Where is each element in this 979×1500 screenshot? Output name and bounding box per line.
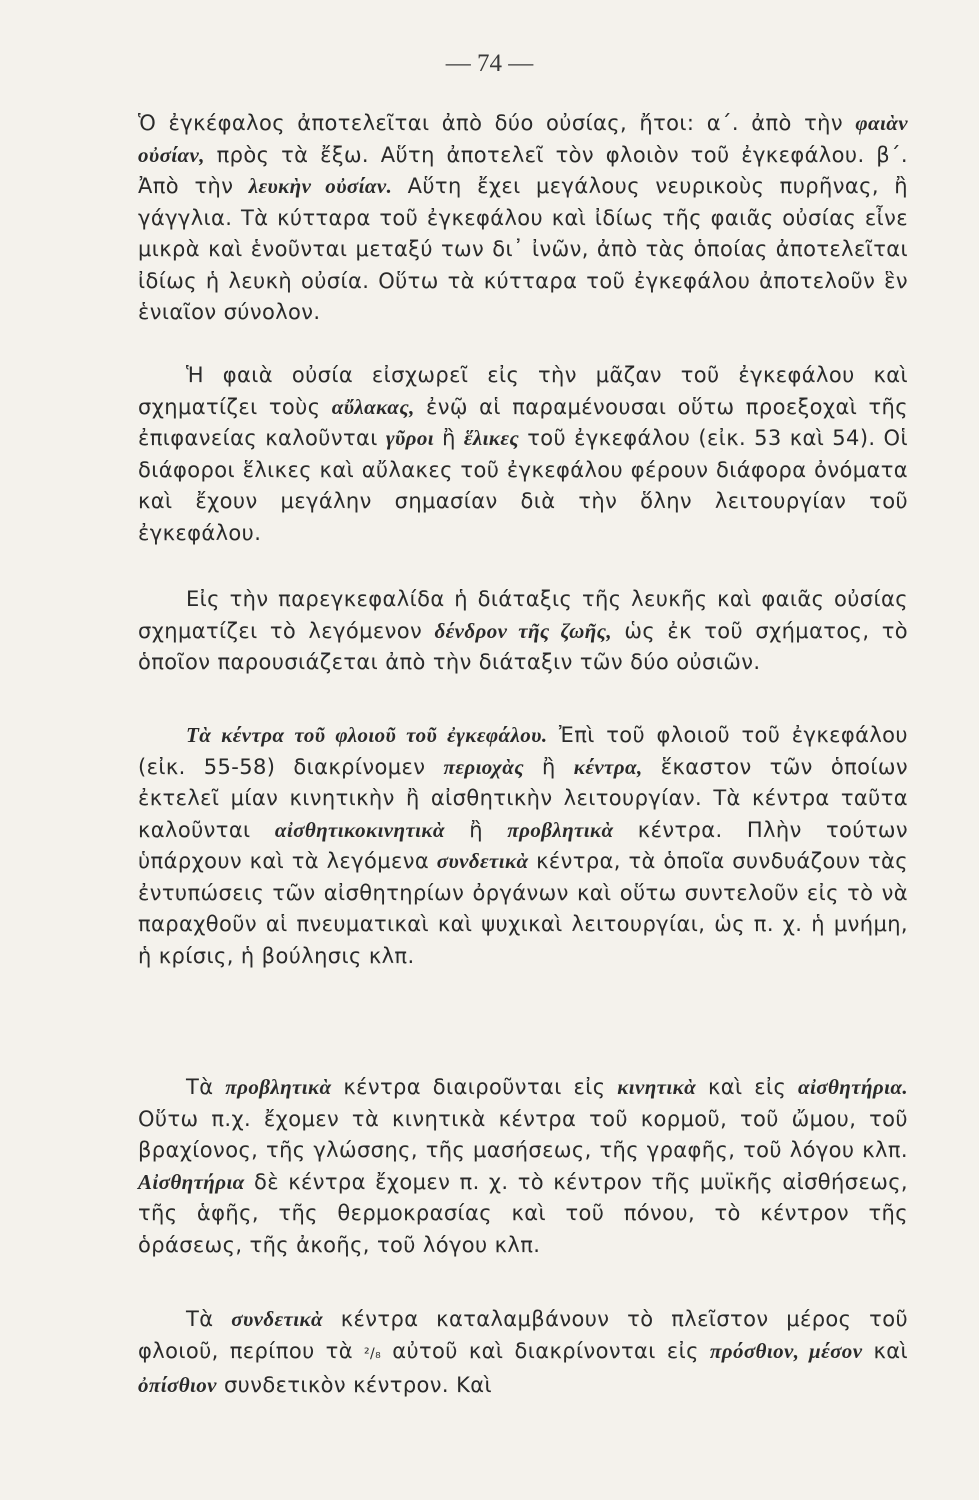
text-run: κέντρα καταλαμβάνουν τὸ πλεῖστον μέρος τοῦ φλοιοῦ, περίπου τὰ: [138, 1307, 908, 1363]
term-phaia-ousia: φαιὰν οὐσίαν,: [138, 111, 908, 167]
term-elikes: ἕλικες: [463, 426, 520, 450]
term-provlitika: προβλητικὰ: [225, 1075, 332, 1099]
text-run: δὲ κέντρα ἔχομεν π. χ. τὸ κέντρον τῆς μυϊκῆς αἰσθήσεως, τῆς ἁφῆς, τῆς θερμοκρασίας καὶ τοῦ πόνου, τὸ κέντρον τῆς ὁράσεως, τῆς ἀκοῆς, τοῦ λόγου κλπ.: [138, 1169, 908, 1257]
text-run: καὶ: [862, 1338, 908, 1363]
paragraph-6: [138, 1304, 908, 1402]
term-prosthion-meson: πρόσθιον, μέσον: [709, 1338, 863, 1363]
paragraph-4: [138, 720, 908, 1072]
text-run: Αὕτη ἔχει μεγάλους νευρικοὺς πυρῆνας, ἢ γάγγλια. Τὰ κύτταρα τοῦ ἐγκεφάλου καὶ ἰδίως τῆς φαιᾶς οὐσίας εἶνε μικρὰ καὶ ἑνοῦνται μεταξύ των δι᾿ ἰνῶν, ἀπὸ τὰς ὁποίας ἀποτελεῖται ἰδίως ἡ λευκὴ οὐσία. Οὕτω τὰ κύτταρα τοῦ ἐγκεφάλου ἀποτελοῦν ἓν ἑνιαῖον σύνολον.: [138, 174, 908, 324]
section-heading: Τὰ κέντρα τοῦ φλοιοῦ τοῦ ἐγκεφάλου.: [186, 723, 548, 747]
text-run: πρὸς τὰ ἔξω. Αὕτη ἀποτελεῖ τὸν φλοιὸν τοῦ ἐγκεφάλου. β΄. Ἀπὸ τὴν: [138, 142, 908, 198]
text-run: αὐτοῦ καὶ διακρίνονται εἰς: [381, 1338, 710, 1363]
text-run: κέντρα. Πλὴν τούτων ὑπάρχουν καὶ τὰ λεγόμενα: [138, 817, 908, 873]
term-dendron-tis-zois: δένδρον τῆς ζωῆς,: [434, 618, 613, 643]
text-run: κέντρα διαιροῦνται εἰς: [331, 1075, 618, 1099]
text-run: Τὰ: [186, 1307, 232, 1331]
text-run: τοῦ ἐγκεφάλου (εἰκ. 53 καὶ 54). Οἱ διάφοροι ἕλικες καὶ αὔλακες τοῦ ἐγκεφάλου φέρουν διάφορα ὀνόματα καὶ ἔχουν μεγάλην σημασίαν διὰ τὴν ὅλην λειτουργίαν τοῦ ἐγκεφάλου.: [138, 426, 908, 545]
page-number: — 74 —: [445, 50, 534, 77]
fraction: ²/₈: [364, 1345, 382, 1362]
text-run: ἢ: [524, 754, 574, 779]
term-syndetika: συνδετικὰ: [231, 1307, 324, 1331]
term-opisthion: ὀπίσθιον: [138, 1373, 217, 1397]
term-aisthitiria: αἰσθητήρια.: [798, 1075, 908, 1099]
paragraph-3: [138, 584, 908, 720]
text-run: Ἐπὶ τοῦ φλοιοῦ τοῦ ἐγκεφάλου (εἰκ. 55-58) διακρίνομεν: [138, 723, 908, 779]
term-syndetika: συνδετικὰ: [436, 849, 529, 873]
term-kentra: κέντρα,: [573, 754, 643, 779]
text-run: ἢ: [434, 426, 464, 450]
term-leuki-ousia: λευκὴν οὐσίαν.: [248, 174, 393, 198]
paragraph-5: [138, 1072, 908, 1304]
paragraph-1: [138, 108, 908, 360]
text-run: ἕκαστον τῶν ὁποίων ἐκτελεῖ μίαν κινητικὴν ἢ αἰσθητικὴν λειτουργίαν. Τὰ κέντρα ταῦτα καλοῦνται: [138, 754, 909, 842]
paragraph-2: [138, 360, 908, 584]
term-kinitika: κινητικὰ: [617, 1075, 697, 1099]
term-aisthitikokinitika: αἰσθητικοκινητικὰ: [274, 817, 445, 842]
term-perioches: περιοχὰς: [443, 754, 524, 779]
text-run: Ὁ ἐγκέφαλος ἀποτελεῖται ἀπὸ δύο οὐσίας, ἤτοι: α΄. ἀπὸ τὴν: [138, 111, 856, 135]
page-body: [138, 108, 908, 1402]
text-run: Ἡ φαιὰ οὐσία εἰσχωρεῖ εἰς τὴν μᾶζαν τοῦ ἐγκεφάλου καὶ σχηματίζει τοὺς: [138, 363, 908, 419]
text-run: Τὰ: [186, 1075, 226, 1099]
text-run: Εἰς τὴν παρεγκεφαλίδα ἡ διάταξις τῆς λευκῆς καὶ φαιᾶς οὐσίας σχηματίζει τὸ λεγόμενον: [138, 587, 908, 643]
term-provlitika: προβλητικὰ: [507, 817, 614, 842]
term-aisthitiria-2: Αἰσθητήρια: [138, 1169, 245, 1194]
text-run: καὶ εἰς: [696, 1075, 799, 1099]
term-gyroi: γῦροι: [385, 426, 435, 450]
text-run: ὡς ἐκ τοῦ σχήματος, τὸ ὁποῖον παρουσιάζεται ἀπὸ τὴν διάταξιν τῶν δύο οὐσιῶν.: [138, 618, 908, 674]
text-run: κέντρα, τὰ ὁποῖα συνδυάζουν τὰς ἐντυπώσεις τῶν αἰσθητηρίων ὀργάνων καὶ οὕτω συντελοῦν εἰς τὸ νὰ παραχθοῦν αἱ πνευματικαὶ καὶ ψυχικαὶ λειτουργίαι, ὡς π. χ. ἡ μνήμη, ἡ κρίσις, ἡ βούλησις κλπ.: [138, 849, 908, 968]
text-run: συνδετικὸν κέντρον. Καὶ: [216, 1373, 492, 1397]
text-run: ἢ: [444, 817, 508, 842]
text-run: Οὕτω π.χ. ἔχομεν τὰ κινητικὰ κέντρα τοῦ κορμοῦ, τοῦ ὤμου, τοῦ βραχίονος, τῆς γλώσσης, τῆς μασήσεως, τῆς γραφῆς, τοῦ λόγου κλπ.: [138, 1106, 908, 1162]
term-aulakes: αὔλακας,: [331, 394, 415, 419]
text-run: ἐνῷ αἱ παραμένουσαι οὕτω προεξοχαὶ τῆς ἐπιφανείας καλοῦνται: [138, 394, 908, 450]
